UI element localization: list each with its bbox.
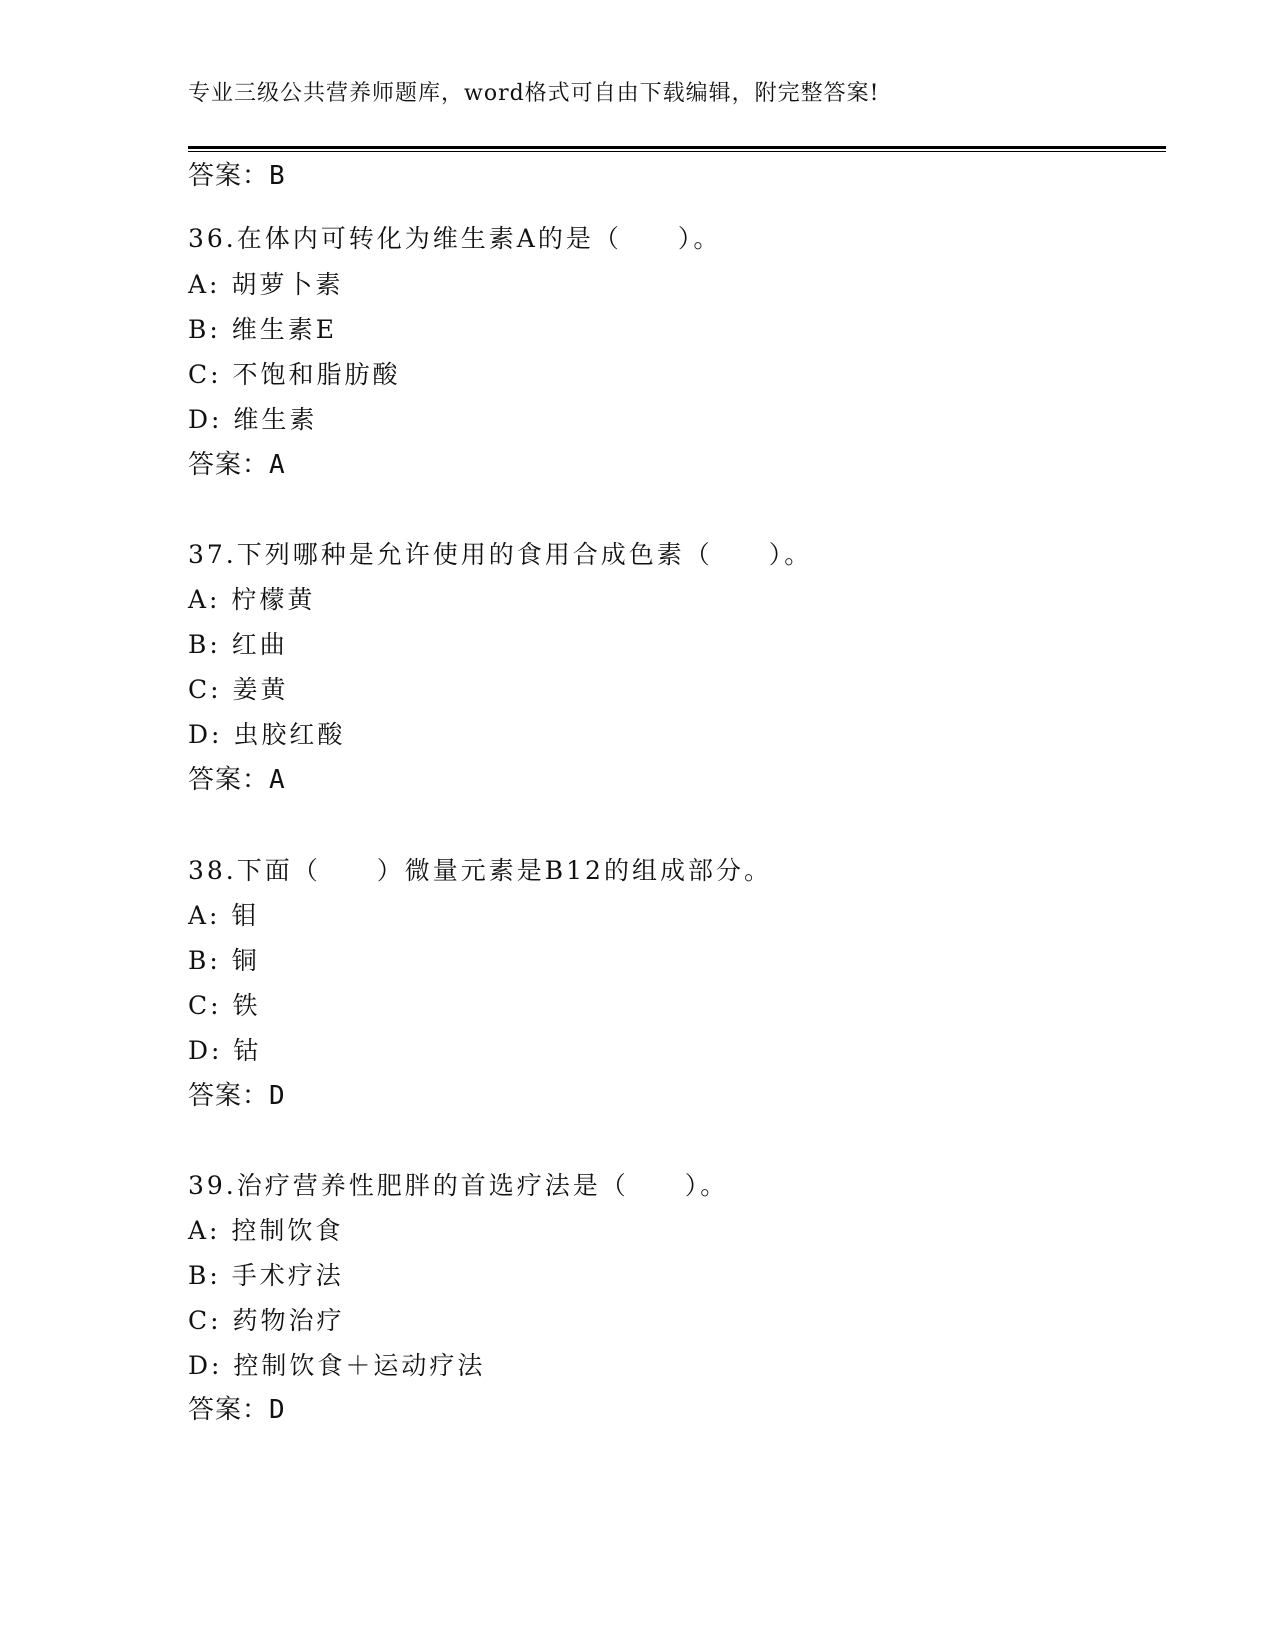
question-option: D: 钴 [188,1036,262,1065]
page-header: 专业三级公共营养师题库，word格式可自由下载编辑，附完整答案! [188,81,880,106]
answer-label: 答案： [188,450,270,480]
answer-value: A [269,450,286,480]
answer-label: 答案： [188,765,270,795]
question-option: C: 姜黄 [188,675,289,704]
question-option: B: 铜 [188,946,260,975]
answer-line [188,1394,286,1426]
question-option: B: 红曲 [188,630,288,659]
answer-label: 答案： [188,1395,270,1425]
answer-line-prev [188,160,286,192]
question-option: B: 维生素E [188,315,337,344]
question-stem: 37.下列哪种是允许使用的食用合成色素（ ）。 [188,540,813,569]
answer-value: D [269,1081,286,1111]
answer-value: B [269,161,286,191]
question-option: A: 控制饮食 [188,1216,344,1245]
question-option: D: 控制饮食＋运动疗法 [188,1351,486,1380]
header-rule-thick [188,146,1166,149]
question-option: C: 药物治疗 [188,1306,345,1335]
answer-label: 答案： [188,161,270,191]
answer-value: A [269,765,286,795]
answer-line [188,764,286,796]
answer-line [188,449,286,481]
question-option: A: 胡萝卜素 [188,270,344,299]
answer-value: D [269,1395,286,1425]
question-stem: 36.在体内可转化为维生素A的是（ ）。 [188,224,722,253]
question-option: A: 柠檬黄 [188,585,316,614]
question-option: A: 钼 [188,901,260,930]
answer-label: 答案： [188,1081,270,1111]
question-option: D: 虫胶红酸 [188,720,346,749]
question-option: D: 维生素 [188,405,318,434]
header-rule-thin [188,151,1166,152]
question-stem: 38.下面（ ）微量元素是B12的组成部分。 [188,856,772,885]
question-option: B: 手术疗法 [188,1261,344,1290]
answer-line [188,1080,286,1112]
question-option: C: 铁 [188,991,261,1020]
question-stem: 39.治疗营养性肥胖的首选疗法是（ ）。 [188,1171,729,1200]
question-option: C: 不饱和脂肪酸 [188,360,401,389]
